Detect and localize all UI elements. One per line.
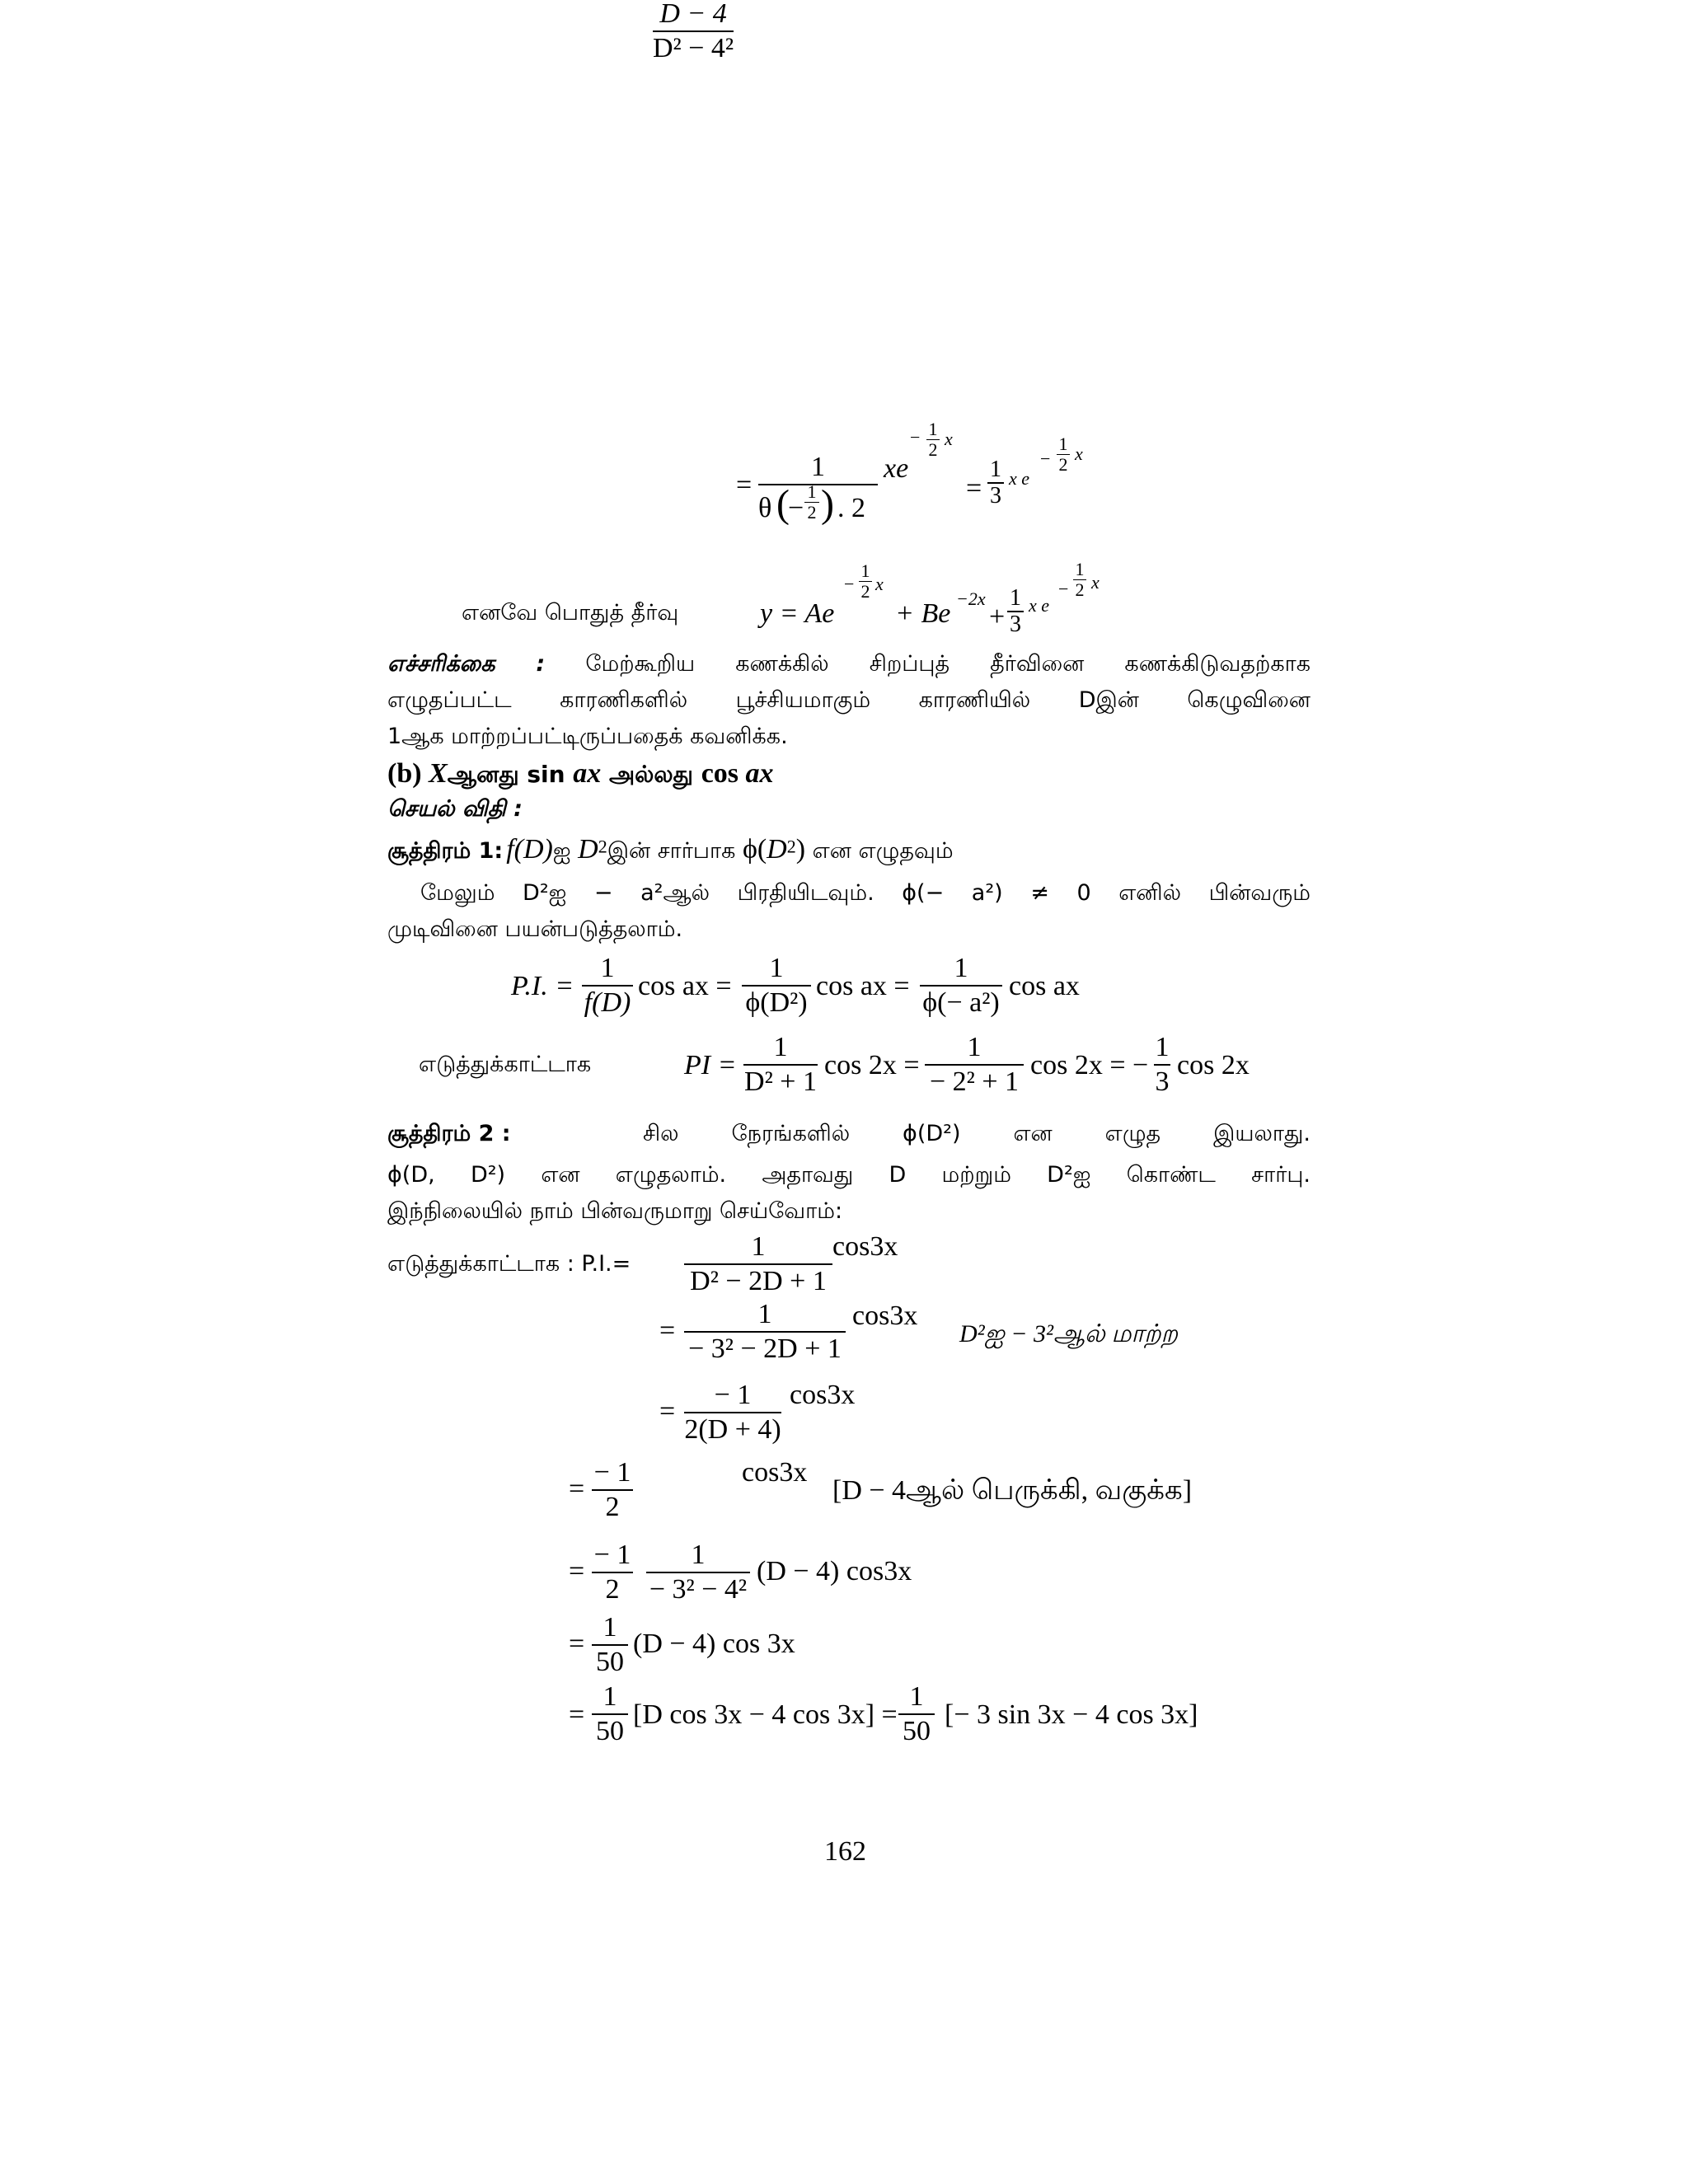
exponent-fraction: 1 2 — [926, 420, 940, 459]
rule-2-line-3: இந்நிலையில் நாம் பின்வருமாறு செய்வோம்: — [387, 1198, 843, 1224]
fraction-one-third: 1 3 — [987, 458, 1004, 508]
step-4-note: [D − 4ஆல் பெருக்கி, வகுக்க] — [832, 1475, 1193, 1506]
rule-1-line: சூத்திரம் 1: f(D)ஐ D2இன் சார்பாக ϕ(D2) என எழுதவும் — [387, 834, 954, 865]
warning-label: எச்சரிக்கை : — [387, 651, 546, 677]
rule-2-line-2: ϕ(D, D²) என எழுதலாம். அதாவது D மற்றும் D²ஐ கொண்ட சார்பு. — [387, 1162, 1311, 1188]
general-solution-label: எனவே பொதுத் தீர்வு — [462, 600, 679, 626]
rule-heading: செயல் விதி : — [387, 796, 523, 822]
section-heading-b: (b) Xஆனது sin ax அல்லது cos ax — [387, 758, 774, 789]
rule-2-line-1: சூத்திரம் 2 : சில நேரங்களில் ϕ(D²) என எழுத இயலாது. — [387, 1121, 1311, 1146]
rule-1-paragraph-line-1: மேலும் D²ஐ − a²ஆல் பிரதியிடவும். ϕ(− a²) ≠ 0 எனில் பின்வரும் — [420, 880, 1311, 906]
fraction-one-half: 1 2 — [804, 483, 819, 522]
step-3-fraction: − 1 2(D + 4) — [684, 1380, 781, 1445]
step-2-note: D²ஐ − 3²ஆல் மாற்ற — [959, 1320, 1178, 1347]
step-1-fraction: 1 D² − 2D + 1 — [684, 1233, 832, 1296]
step-2-fraction: 1 − 3² − 2D + 1 — [684, 1301, 846, 1363]
rule-1-label: சூத்திரம் 1: — [387, 838, 504, 864]
fraction-1-over-theta: 1 θ ( − 1 2 ) . 2 — [758, 453, 878, 529]
rule-2-label: சூத்திரம் 2 : — [387, 1121, 511, 1146]
page-number: 162 — [824, 1836, 866, 1867]
x-e-term: xe — [884, 453, 909, 484]
equals-sign: = — [736, 470, 753, 500]
rule-1-paragraph-line-2: முடிவினை பயன்படுத்தலாம். — [387, 916, 683, 942]
